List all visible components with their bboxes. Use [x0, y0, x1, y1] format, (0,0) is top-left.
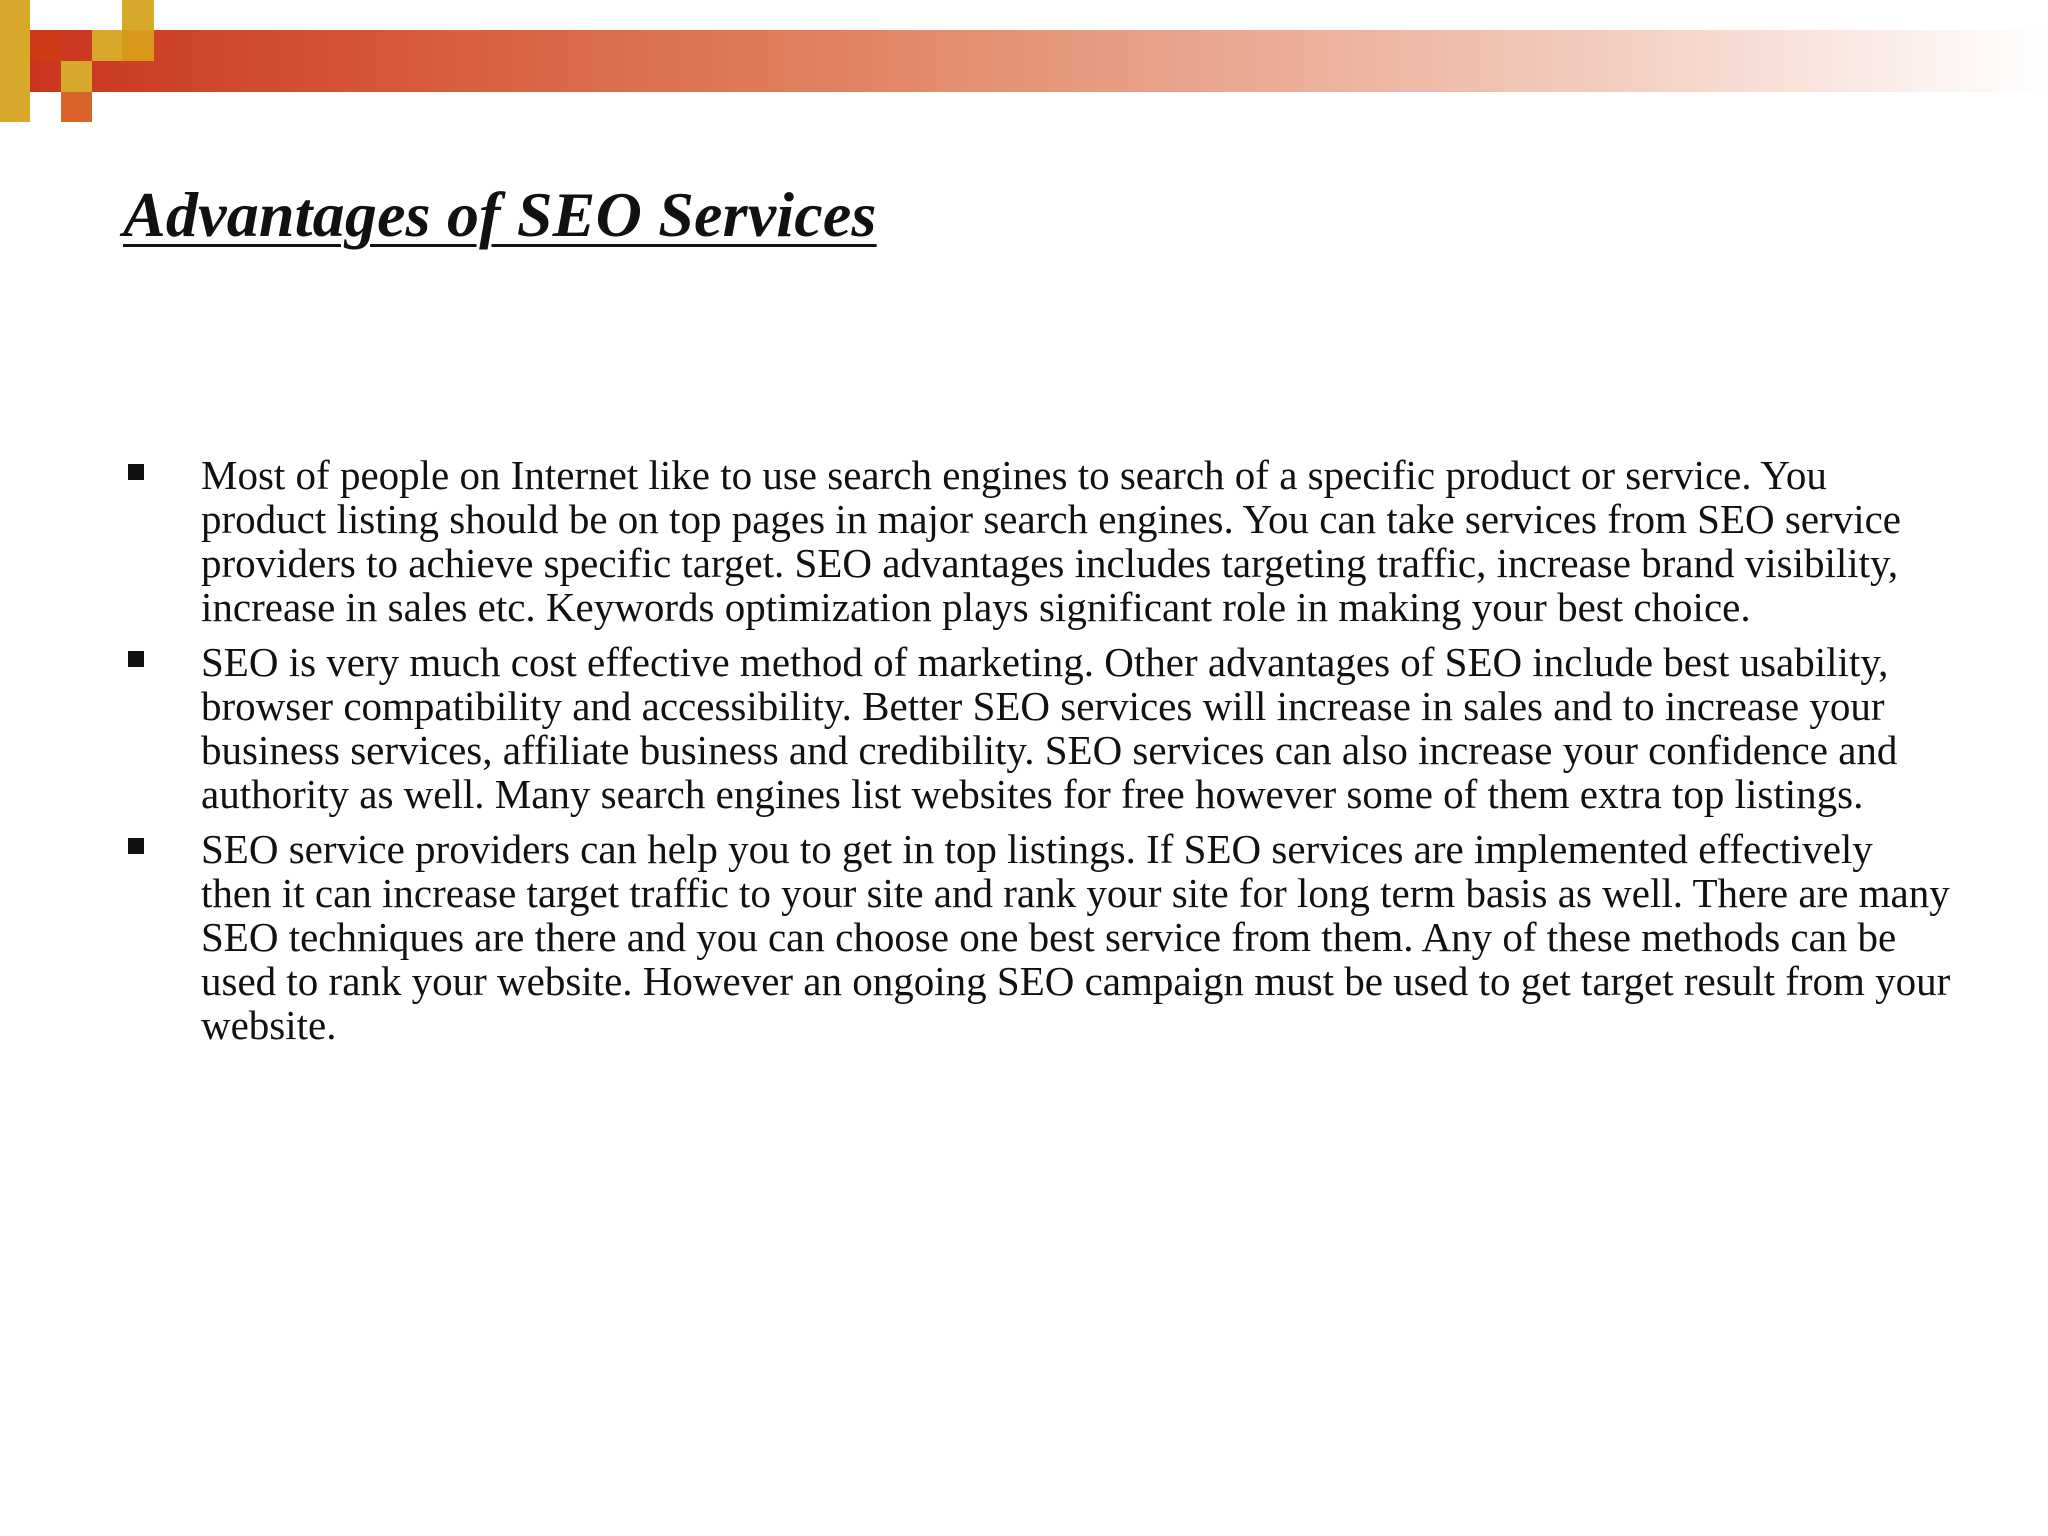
bullet-text: SEO is very much cost effective method of marketing. Other advantages of SEO include best usability, browser compatibility and accessibility. Better SEO services will increase in sales and to increase your business services, affiliate business and credibility. SEO services can also increase your confidence and authority as well. Many search engines list websites for free however some of them extra top listings. [201, 639, 1898, 817]
square-bullet-icon [128, 464, 144, 480]
gradient-bar [0, 30, 2048, 92]
slide-title: Advantages of SEO Services [123, 179, 877, 250]
bullet-item [123, 827, 1953, 1047]
decorative-square [61, 61, 92, 92]
decorative-square [92, 30, 122, 61]
bullet-text: Most of people on Internet like to use search engines to search of a specific product or service. You product listing should be on top pages in major search engines. You can take services from SEO service providers to achieve specific target. SEO advantages includes targeting traffic, increase brand visibility, increase in sales etc. Keywords optimization plays significant role in making your best choice. [201, 452, 1901, 630]
decorative-square [122, 0, 154, 30]
bullet-item [123, 453, 1953, 629]
bullet-item [123, 640, 1953, 816]
decorative-header-band [0, 0, 2048, 130]
bullet-list [123, 453, 1953, 1058]
square-bullet-icon [128, 838, 144, 854]
decorative-square [61, 92, 92, 122]
bullet-text: SEO service providers can help you to get in top listings. If SEO services are implemented effectively then it can increase target traffic to your site and rank your site for long term basis as well. There are many SEO techniques are there and you can choose one best service from them. Any of these methods can be used to rank your website. However an ongoing SEO campaign must be used to get target result from your website. [201, 826, 1951, 1048]
square-bullet-icon [128, 651, 144, 667]
decorative-square [30, 30, 61, 61]
decorative-square [122, 30, 154, 61]
decorative-square [0, 0, 30, 122]
